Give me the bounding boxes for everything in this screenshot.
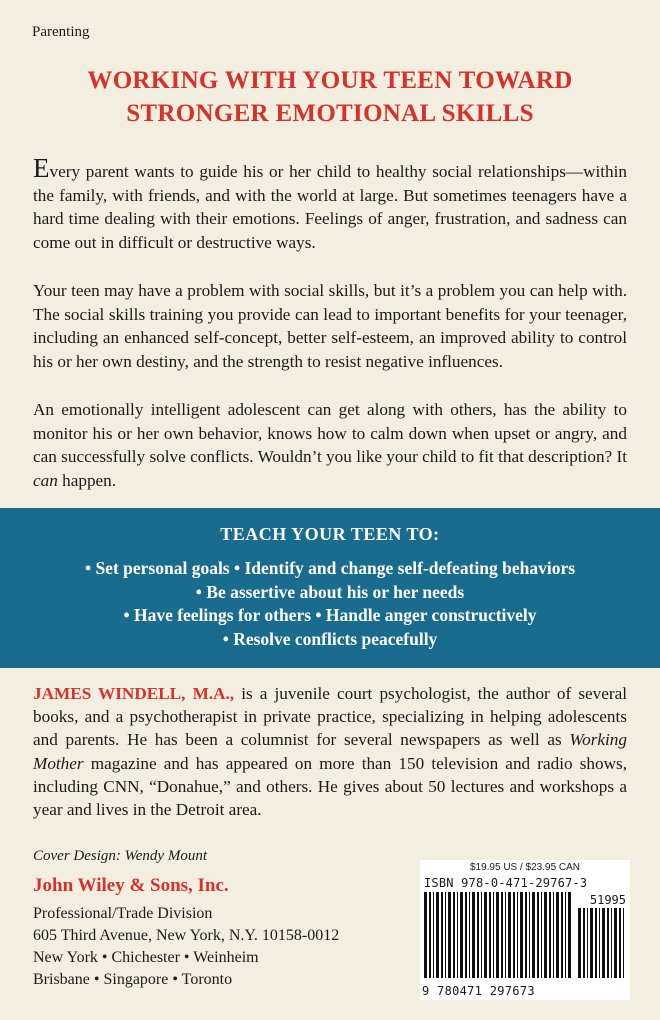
paragraph-1-text: very parent wants to guide his or her child to healthy social relationships—within the family, with friends, and with the world at large. But sometimes teenagers have a hard time dealing with their emotions. Feelings of anger, frustration, and sadness can come out in difficult or destructive ways.	[33, 162, 627, 252]
barcode-bar	[544, 892, 547, 978]
drop-cap: E	[33, 153, 50, 183]
teach-line: • Set personal goals • Identify and change self-defeating behaviors	[84, 558, 576, 578]
barcode-bar	[607, 908, 609, 978]
barcode-bar	[496, 892, 499, 978]
paragraph-1	[33, 153, 627, 254]
barcode-bar	[611, 908, 612, 978]
barcode-bar	[568, 892, 571, 978]
teach-title: TEACH YOUR TEEN TO:	[220, 524, 440, 544]
barcode-bar	[460, 892, 463, 978]
barcode-bar	[484, 892, 487, 978]
publisher-address	[33, 903, 339, 991]
barcode-bar	[537, 892, 539, 978]
ean-number: 9 780471 297673	[422, 984, 535, 998]
barcode-bar	[590, 908, 593, 978]
barcode-bar	[472, 892, 475, 978]
address-line: 605 Third Avenue, New York, N.Y. 10158-0012	[33, 927, 340, 944]
author-bio-text-b: magazine and has appeared on more than 150 television and radio shows, including CNN, “Donahue,” and others. He gives about 50 lectures and workshops a year and lives in the Detroit area.	[33, 753, 627, 820]
barcode-bar	[556, 892, 559, 978]
barcode-bar	[505, 892, 506, 978]
barcode-bar	[445, 892, 446, 978]
barcode-bar	[424, 892, 427, 978]
ean-barcode	[424, 892, 574, 978]
barcode-bar	[578, 908, 581, 978]
barcode-bar	[549, 892, 551, 978]
paragraph-3	[33, 398, 627, 492]
description	[33, 153, 627, 517]
barcode-bar	[517, 892, 518, 978]
barcode-bar	[457, 892, 458, 978]
barcode-bar	[623, 908, 624, 978]
teach-line: • Resolve conflicts peacefully	[222, 628, 438, 649]
paragraph-3-end: happen.	[57, 470, 117, 490]
teach-list	[0, 557, 660, 651]
barcode-bar	[453, 892, 455, 978]
barcode-bar	[436, 892, 439, 978]
barcode-bar	[501, 892, 503, 978]
barcode-area	[420, 860, 630, 1000]
author-name: JAMES WINDELL, M.A.,	[33, 684, 235, 703]
barcode-bar	[532, 892, 535, 978]
publisher-name: John Wiley & Sons, Inc.	[33, 875, 229, 896]
barcode-bar	[553, 892, 554, 978]
headline	[20, 64, 640, 130]
headline-line-1: WORKING WITH YOUR TEEN TOWARD	[87, 67, 573, 94]
price-label: $19.95 US / $23.95 CAN	[469, 862, 581, 873]
barcode-bar	[429, 892, 431, 978]
barcode-bar	[561, 892, 563, 978]
barcode-bar	[541, 892, 542, 978]
barcode-bar	[508, 892, 511, 978]
supplement-number: 51995	[589, 893, 626, 907]
barcode-bar	[619, 908, 621, 978]
barcode-bar	[441, 892, 443, 978]
barcode-bar	[525, 892, 527, 978]
barcode-bar	[489, 892, 491, 978]
barcode-bar	[481, 892, 482, 978]
barcode-bar	[513, 892, 515, 978]
barcode-bar	[599, 908, 600, 978]
barcode-bar	[565, 892, 566, 978]
address-line: Professional/Trade Division	[33, 905, 213, 922]
barcode-bar	[583, 908, 585, 978]
barcode-bar	[529, 892, 530, 978]
barcode-bar	[448, 892, 451, 978]
paragraph-3-emphasis: can	[33, 470, 58, 490]
barcode-bar	[587, 908, 588, 978]
paragraph-3-text: An emotionally intelligent adolescent can get along with others, has the ability to monitor his or her own behavior, knows how to calm down when upset or angry, and can successfully solve conflicts. Wouldn’t you like your child to fit that description? It	[33, 400, 627, 466]
address-line: Brisbane • Singapore • Toronto	[33, 971, 233, 988]
barcode-bar	[493, 892, 494, 978]
barcode-bar	[433, 892, 434, 978]
barcode-bar	[465, 892, 467, 978]
barcode-bar	[477, 892, 479, 978]
headline-line-2: STRONGER EMOTIONAL SKILLS	[126, 100, 534, 127]
barcode-bar	[595, 908, 597, 978]
category-label: Parenting	[32, 24, 90, 40]
cover-design-credit: Cover Design: Wendy Mount	[33, 848, 207, 864]
address-line: New York • Chichester • Weinheim	[33, 949, 259, 966]
barcode-bar	[602, 908, 605, 978]
barcode-bar	[520, 892, 523, 978]
magazine-title: Working Mother	[33, 730, 627, 773]
author-bio	[33, 682, 627, 821]
author-bio-text-a: is a juvenile court psychologist, the author of several books, and a psychotherapist in private practice, specializing in helping adolescents and parents. He has been a columnist for several newspapers as well as	[33, 684, 627, 750]
barcode-bar	[614, 908, 617, 978]
supplement-barcode	[578, 908, 626, 978]
teach-line: • Be assertive about his or her needs	[195, 581, 465, 602]
teach-banner	[0, 508, 660, 668]
teach-line: • Have feelings for others • Handle anger constructively	[123, 605, 537, 625]
barcode-bar	[469, 892, 470, 978]
isbn-label: ISBN 978-0-471-29767-3	[424, 876, 588, 890]
paragraph-2: Your teen may have a problem with social skills, but it’s a problem you can help with. The social skills training you provide can lead to important benefits for your teenager, including an enhanced self-concept, better self-esteem, an improved ability to control his or her own destiny, and the strength to resist negative influences.	[33, 281, 627, 371]
